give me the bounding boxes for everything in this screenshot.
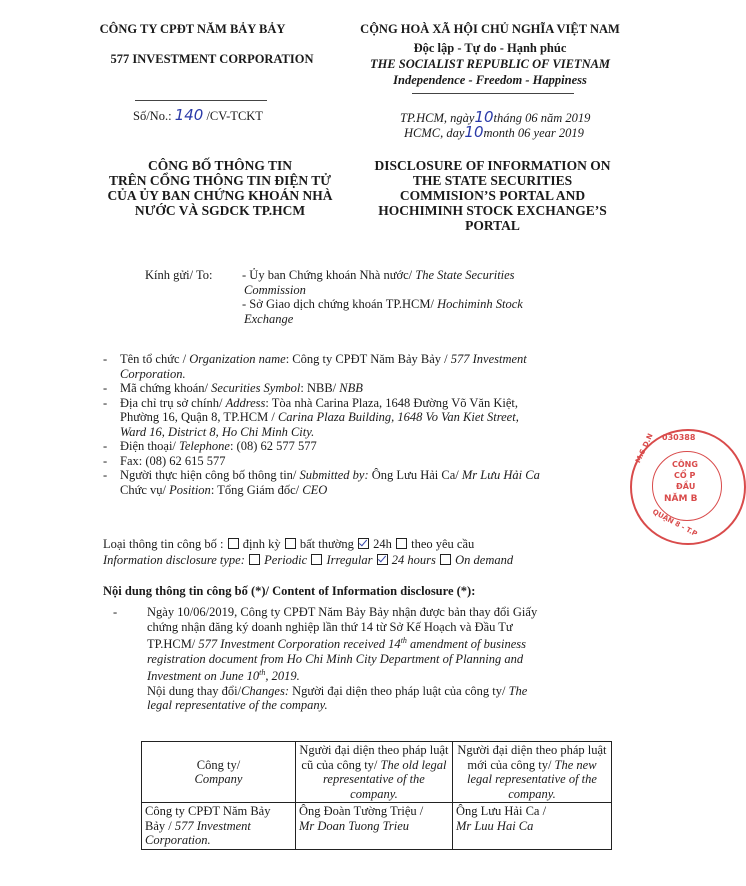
company-name-vn: CÔNG TY CPĐT NĂM BẢY BẢY: [99, 22, 286, 36]
table-header-old-rep: Người đại diện theo pháp luật cũ của công ty/ The old legal representative of the company.: [295, 742, 452, 803]
header-underline: [412, 93, 574, 94]
checkbox-on-demand-vn: [396, 538, 407, 549]
representative-change-table: [141, 741, 612, 850]
table-row: [142, 803, 612, 850]
republic-name-vn: CỘNG HOÀ XÃ HỘI CHỦ NGHĨA VIỆT NAM: [360, 22, 620, 36]
table-cell-old-rep: Ông Đoàn Tường Triệu / Mr Doan Tuong Trieu: [295, 803, 452, 850]
document-number: Số/No.: 140 /CV-TCKT: [133, 106, 263, 124]
motto-en: Independence - Freedom - Happiness: [393, 73, 587, 87]
checkbox-on-demand-en: [440, 554, 451, 565]
securities-symbol-item: - Mã chứng khoán/ Securities Symbol: NBB/ NBB: [103, 381, 603, 396]
company-name-en: 577 INVESTMENT CORPORATION: [110, 52, 314, 66]
table-cell-new-rep: Ông Lưu Hải Ca / Mr Luu Hai Ca: [452, 803, 611, 850]
disclosure-type-vn: Loại thông tin công bố : định kỳ bất thường 24h theo yêu cầu: [103, 537, 475, 551]
checkbox-periodic-en: [249, 554, 260, 565]
checkbox-irregular-en: [311, 554, 322, 565]
motto-vn: Độc lập - Tự do - Hạnh phúc: [413, 41, 567, 55]
table-header-company: Công ty/ Company: [142, 742, 296, 803]
company-underline: [135, 100, 267, 101]
seal-side-text: M.S.D.N: [634, 432, 655, 465]
checkbox-periodic-vn: [228, 538, 239, 549]
submitted-by-item: - Người thực hiện công bố thông tin/ Submitted by: Ông Lưu Hải Ca/ Mr Lưu Hải Ca Chức vụ/ Position: Tổng Giám đốc/ CEO: [103, 468, 603, 497]
checkbox-24h-en: [377, 554, 388, 565]
table-header-new-rep: Người đại diện theo pháp luật mới của công ty/ The new legal representative of the company.: [452, 742, 611, 803]
content-bullet-dash: -: [113, 605, 118, 619]
disclosure-type-en: Information disclosure type: Periodic Irregular 24 hours On demand: [103, 553, 514, 567]
checkbox-24h-vn: [358, 538, 369, 549]
title-en: DISCLOSURE OF INFORMATION ON THE STATE SECURITIES COMMISION’S PORTAL AND HOCHIMINH STOCK EXCHANGE’S PORTAL: [374, 158, 611, 233]
republic-name-en: THE SOCIALIST REPUBLIC OF VIETNAM: [369, 57, 611, 71]
seal-top-text: 030388: [662, 433, 696, 442]
org-name-item: - Tên tổ chức / Organization name: Công ty CPĐT Năm Bảy Bảy / 577 Investment Corporation.: [103, 352, 603, 381]
recipients-list: - Ủy ban Chứng khoán Nhà nước/ The State Securities Commission - Sở Giao dịch chứng khoán TP.HCM/ Hochiminh Stock Exchange: [242, 268, 523, 326]
checkbox-irregular-vn: [285, 538, 296, 549]
content-paragraph: Ngày 10/06/2019, Công ty CPĐT Năm Bảy Bảy nhận được bản thay đổi Giấy chứng nhận đăng ký doanh nghiệp lần thứ 14 từ Sở Kế Hoạch và Đầu Tư TP.HCM/ 577 Investment Corporation received 14th amendment of business registration document from Ho Chi Minh City Department of Planning and Investment on June 10th, 2019. Nội dung thay đổi/Changes: Người đại diện theo pháp luật của công ty/ The legal representative of the company.: [147, 605, 538, 713]
telephone-item: - Điện thoại/ Telephone: (08) 62 577 577: [103, 439, 603, 454]
table-cell-company: Công ty CPĐT Năm Bảy Bảy / 577 Investment Corporation.: [142, 803, 296, 850]
content-heading: Nội dung thông tin công bố (*)/ Content of Information disclosure (*):: [103, 584, 476, 598]
organization-info: [103, 352, 603, 497]
title-vn: CÔNG BỐ THÔNG TIN TRÊN CỔNG THÔNG TIN ĐIỆN TỬ CỦA ỦY BAN CHỨNG KHOÁN NHÀ NƯỚC VÀ SGDCK TP.HCM: [107, 158, 333, 218]
document-date-en: HCMC, day10month 06 year 2019: [404, 123, 584, 141]
recipients-label: Kính gửi/ To:: [145, 268, 213, 282]
fax-item: - Fax: (08) 62 615 577: [103, 454, 603, 469]
handwritten-day-vn: 10: [474, 108, 494, 126]
seal-bottom-text: QUẬN 8 - T.P: [651, 507, 699, 539]
handwritten-doc-number: 140: [174, 106, 204, 124]
company-seal: 030388 M.S.D.N CÔNG CỔ P ĐẦU NĂM B QUẬN 8 - T.P: [626, 425, 693, 550]
table-header-row: [142, 742, 612, 803]
document-date-vn: TP.HCM, ngày10tháng 06 năm 2019: [400, 108, 591, 126]
address-item: - Địa chỉ trụ sở chính/ Address: Tòa nhà Carina Plaza, 1648 Đường Võ Văn Kiệt, Phường 16, Quận 8, TP.HCM / Carina Plaza Building, 1648 Vo Van Kiet Street, Ward 16, District 8, Ho Chi Minh City.: [103, 396, 603, 440]
handwritten-day-en: 10: [464, 123, 484, 141]
